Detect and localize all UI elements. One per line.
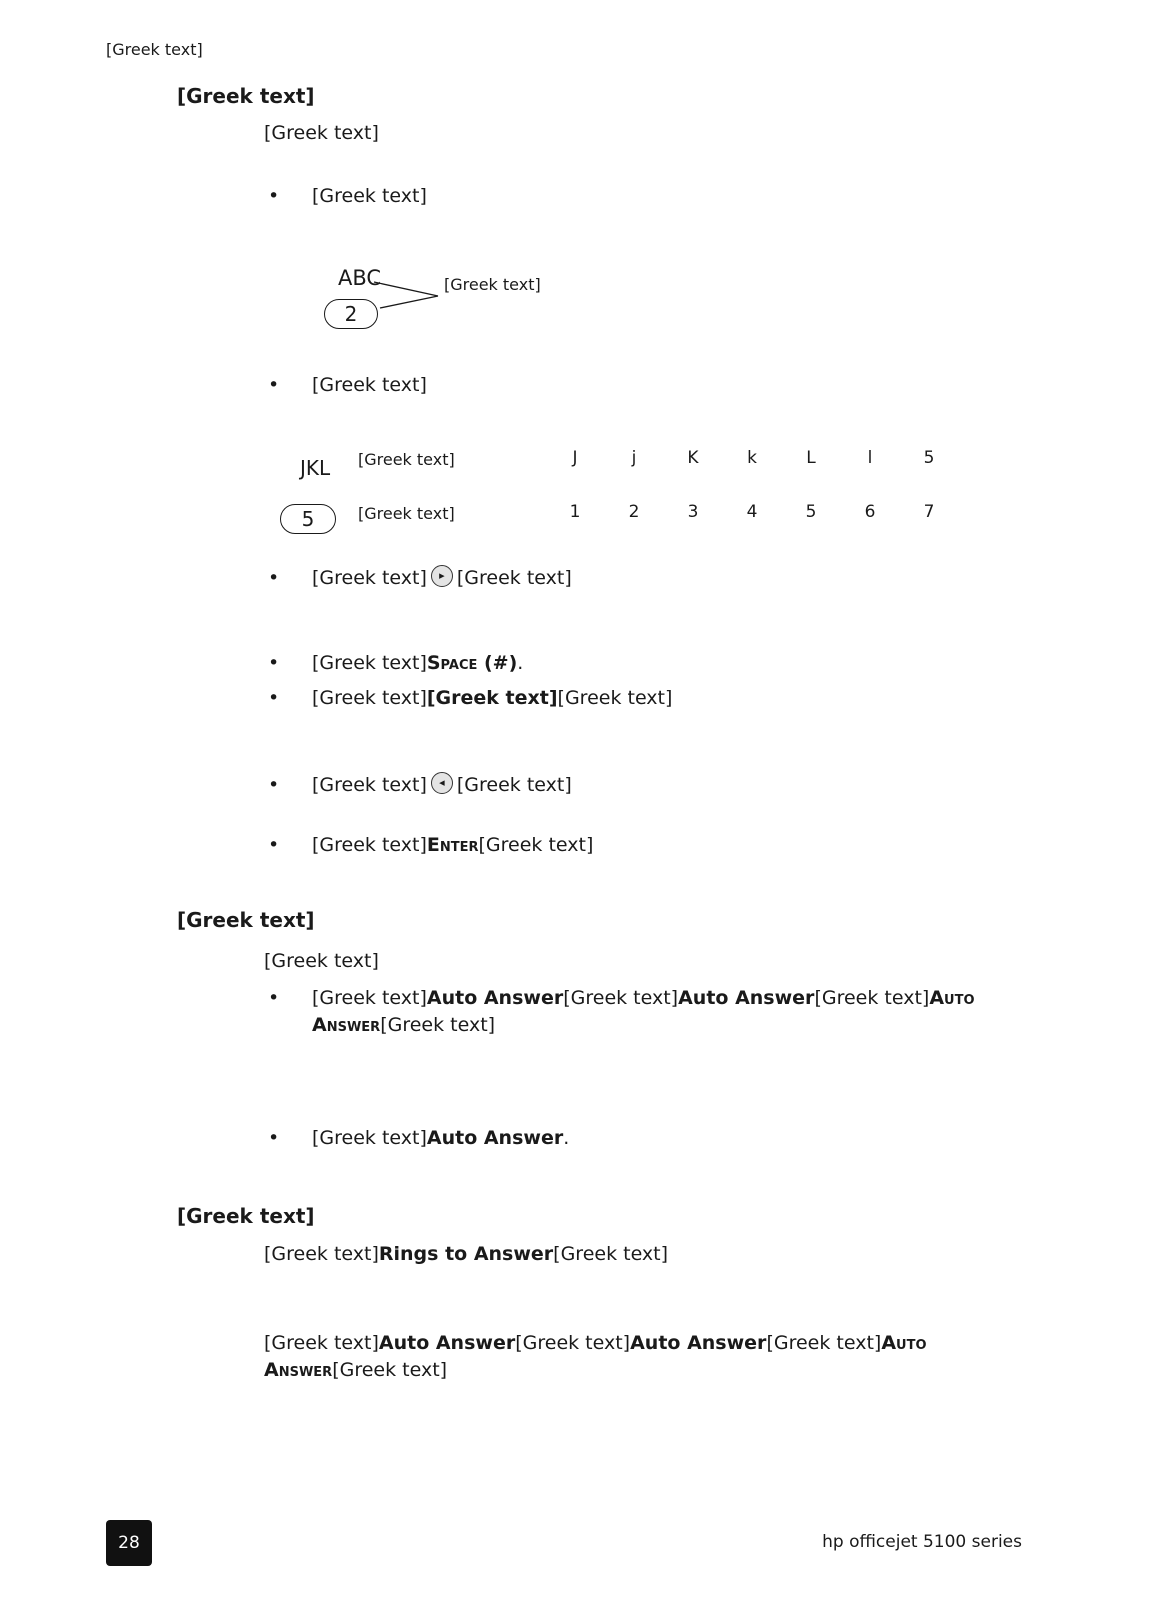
table-cell: l — [867, 448, 873, 468]
jkl-letters: JKL — [300, 456, 331, 480]
list-item-text: [Greek text]Enter[Greek text] — [312, 834, 594, 856]
table-cell: 1 — [569, 502, 581, 522]
list-item — [264, 372, 1024, 399]
list-item-text: [Greek text] — [312, 374, 427, 396]
bullet-glyph: • — [268, 652, 280, 674]
bullet-glyph: • — [268, 834, 280, 856]
list-item — [264, 832, 1024, 859]
table-cell: j — [631, 448, 637, 468]
bullet-glyph: • — [268, 567, 280, 589]
bullet-glyph: • — [268, 987, 280, 1009]
running-head: [Greek text] — [106, 40, 203, 59]
section-heading-answer-mode: [Greek text] — [177, 908, 315, 932]
list-item — [264, 685, 1024, 712]
table-cell: k — [747, 448, 757, 468]
table-cell: 5 — [805, 502, 817, 522]
list-item-text: [Greek text] ◂ [Greek text] — [312, 774, 572, 796]
list-item-text: [Greek text] ▸ [Greek text] — [312, 567, 572, 589]
table-cell: 2 — [628, 502, 640, 522]
abc-note: [Greek text] — [444, 275, 541, 294]
keypad-key-2: 2 — [324, 299, 378, 329]
table-cell: L — [806, 448, 816, 468]
table-cell: 4 — [746, 502, 758, 522]
product-name: hp officejet 5100 series — [822, 1532, 1022, 1552]
table-cell: 7 — [923, 502, 935, 522]
bullet-glyph: • — [268, 687, 280, 709]
paragraph: [Greek text]Auto Answer[Greek text]Auto Answer[Greek text]Auto Answer[Greek text] — [264, 1332, 927, 1381]
list-item — [264, 985, 1024, 1039]
page-number: 28 — [106, 1520, 152, 1566]
callout-lines — [370, 274, 446, 314]
list-item — [264, 1125, 1024, 1152]
bullet-glyph: • — [268, 1127, 280, 1149]
intro-paragraph: [Greek text] — [264, 122, 379, 144]
table-cell: K — [687, 448, 699, 468]
table-cell: 3 — [687, 502, 699, 522]
list-item — [264, 183, 1024, 210]
table-caption-row2: [Greek text] — [358, 504, 455, 523]
table-caption-row1: [Greek text] — [358, 450, 455, 469]
table-cell: 6 — [864, 502, 876, 522]
table-cell: 5 — [923, 448, 935, 468]
bullet-glyph: • — [268, 185, 280, 207]
keypad-key-5: 5 — [280, 504, 336, 534]
list-item — [264, 772, 1024, 799]
bullet-glyph: • — [268, 374, 280, 396]
intro-paragraph: [Greek text] — [264, 950, 379, 972]
list-item — [264, 650, 1024, 677]
list-item — [264, 565, 1024, 592]
list-item-text: [Greek text]Auto Answer. — [312, 1127, 570, 1149]
section-heading-text-entry: [Greek text] — [177, 84, 315, 108]
abc-letters: ABC — [338, 266, 382, 290]
left-arrow-key-icon: ◂ — [431, 772, 453, 794]
list-item-text: [Greek text][Greek text][Greek text] — [312, 687, 673, 709]
table-cell: J — [572, 448, 578, 468]
section-heading-rings-to-answer: [Greek text] — [177, 1204, 315, 1228]
list-item-text: [Greek text]Space (#). — [312, 652, 524, 674]
right-arrow-key-icon: ▸ — [431, 565, 453, 587]
bullet-glyph: • — [268, 774, 280, 796]
list-item-text: [Greek text] — [312, 185, 427, 207]
list-item-text: [Greek text]Auto Answer[Greek text]Auto Answer[Greek text]Auto Answer[Greek text] — [312, 987, 975, 1036]
paragraph: [Greek text]Rings to Answer[Greek text] — [264, 1243, 669, 1265]
